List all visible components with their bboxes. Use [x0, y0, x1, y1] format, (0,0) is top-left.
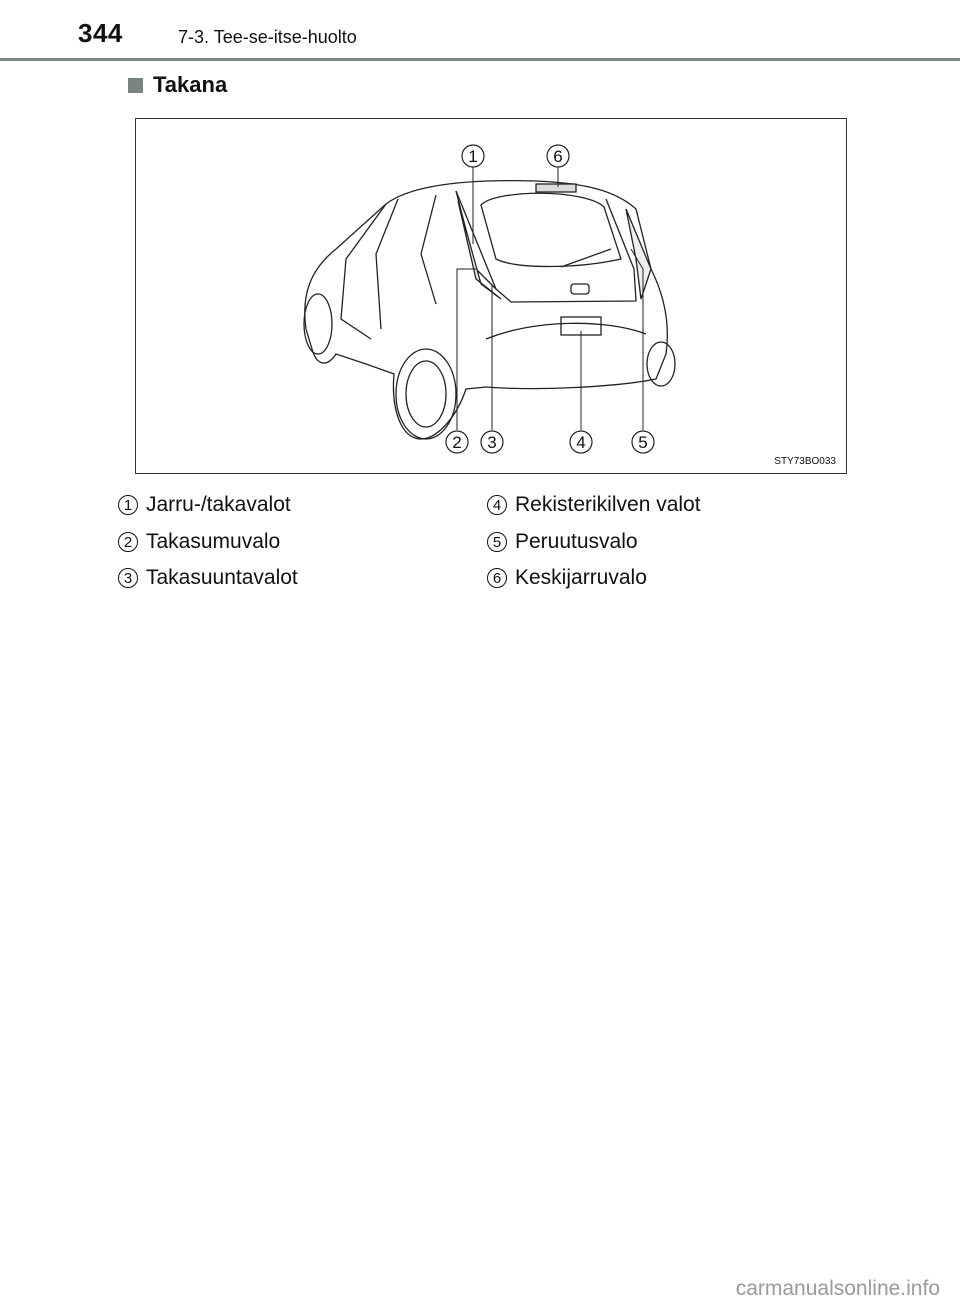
watermark: carmanualsonline.info [735, 1277, 940, 1300]
callout-5-label: 5 [638, 433, 648, 452]
legend-label: Rekisterikilven valot [515, 493, 701, 516]
callout-4-label: 4 [576, 433, 586, 452]
section-heading [128, 72, 227, 98]
number-circle-icon: 3 [118, 568, 138, 588]
number-circle-icon: 2 [118, 532, 138, 552]
legend-label: Keskijarruvalo [515, 566, 647, 589]
legend-item-5 [487, 530, 638, 554]
callout-1-label: 1 [468, 147, 478, 166]
leader-2 [457, 269, 476, 430]
callout-2-label: 2 [452, 433, 462, 452]
number-circle-icon: 4 [487, 495, 507, 515]
legend-item-6 [487, 566, 647, 590]
section-title: Takana [153, 72, 228, 97]
legend-item-4 [487, 493, 701, 517]
legend-item-1 [118, 493, 291, 517]
rear-wheel-right [647, 342, 675, 386]
callout-3-label: 3 [487, 433, 497, 452]
number-circle-icon: 1 [118, 495, 138, 515]
rear-camera-housing [571, 284, 589, 294]
legend-item-2 [118, 530, 280, 554]
rear-window [481, 193, 621, 266]
legend-item-3 [118, 566, 298, 590]
callout-6-label: 6 [553, 147, 563, 166]
number-circle-icon: 6 [487, 568, 507, 588]
rear-car-figure [135, 118, 847, 474]
legend-label: Jarru-/takavalot [146, 493, 291, 516]
figure-id: STY73BO033 [774, 456, 836, 467]
legend-label: Takasumuvalo [146, 530, 281, 553]
page-number: 344 [78, 18, 123, 48]
car-illustration [136, 119, 848, 475]
rear-bumper [486, 323, 646, 339]
front-wheel [304, 294, 332, 354]
number-circle-icon: 5 [487, 532, 507, 552]
legend-label: Peruutusvalo [515, 530, 638, 553]
header-divider [0, 58, 960, 61]
chapter-title: 7-3. Tee-se-itse-huolto [178, 27, 357, 47]
high-mount-stop-light [536, 184, 576, 192]
car-body-outline [305, 181, 668, 439]
legend-label: Takasuuntavalot [146, 566, 298, 589]
square-bullet-icon [128, 78, 143, 93]
rear-wheel-left [396, 349, 456, 439]
